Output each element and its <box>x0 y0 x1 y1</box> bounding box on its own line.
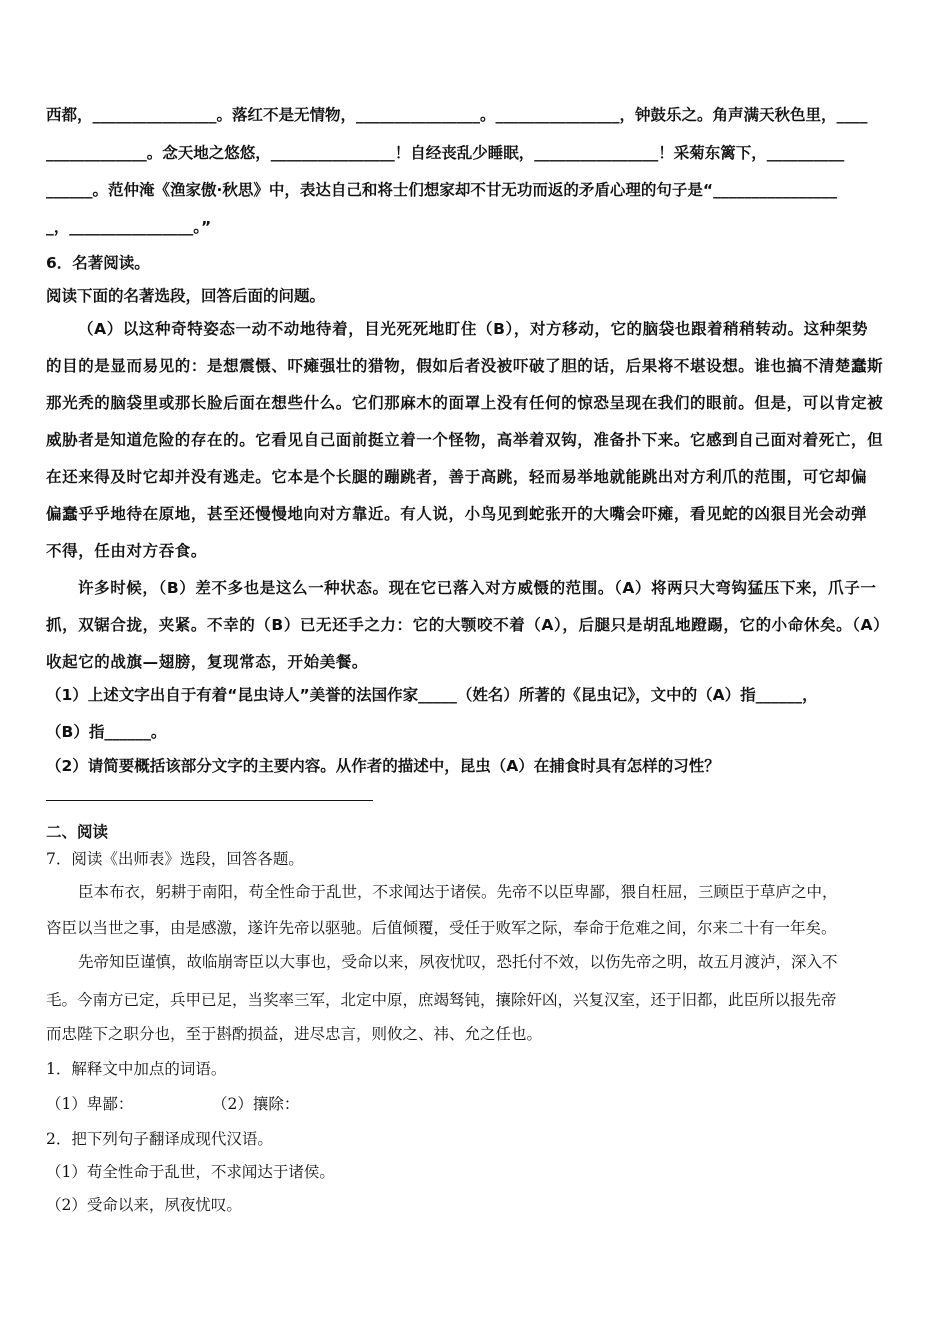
q6-passage-line: 的目的是显而易见的：是想震慑、吓瘫强壮的猎物，假如后者没被吓破了胆的话，后果将不堪设想。谁也搞不清楚蠢斯 <box>46 357 884 375</box>
q7-sub-1-b: （2）攘除： <box>212 1095 300 1113</box>
q7-passage-line: 毛。今南方已定，兵甲已足，当奖率三军，北定中原，庶竭驽钝，攘除奸凶，兴复汉室，还于旧都，此臣所以报先帝 <box>46 991 837 1009</box>
question-6-intro: 阅读下面的名著选段，回答后面的问题。 <box>46 287 326 305</box>
poetry-fill-line-3: ______。范仲淹《渔家傲·秋思》中，表达自己和将士们想家却不甘无功而返的矛盾心理的句子是“________________ <box>46 181 838 199</box>
q7-sub-2-a: （1）苟全性命于乱世，不求闻达于诸侯。 <box>46 1163 335 1181</box>
q6-passage-line: 在还来得及时它却并没有逃走。它本是个长腿的蹦跳者，善于高跳，轻而易举地就能跳出对方利爪的范围，可它却偏 <box>46 468 868 486</box>
poetry-fill-line-4: _，________________。” <box>46 218 212 236</box>
poetry-fill-line-2: _____________。念天地之悠悠，________________！自经丧乱少睡眠，________________！采菊东篱下，__________ <box>46 144 845 162</box>
q7-sub-1-a: （1）卑鄙： <box>46 1095 134 1113</box>
q6-question-2: （2）请简要概括该部分文字的主要内容。从作者的描述中，昆虫（A）在捕食时具有怎样的习性？ <box>46 757 720 775</box>
poetry-fill-line-1: 西都，________________。落红不是无情物，________________。________________，钟鼓乐之。角声满天秋色里，____ <box>46 106 868 124</box>
q7-sub-2-b: （2）受命以来，夙夜忧叹。 <box>46 1196 242 1214</box>
q7-passage-line: 而忠陛下之职分也，至于斟酌损益，进尽忠言，则攸之、祎、允之任也。 <box>46 1025 543 1043</box>
q6-passage-line: 抓，双锯合拢，夹紧。不幸的（B）已无还手之力：它的大颚咬不着（A），后腿只是胡乱地蹬踢，它的小命休矣。（A） <box>46 616 890 634</box>
q6-passage-line: （A）以这种奇特姿态一动不动地待着，目光死死地盯住（B），对方移动，它的脑袋也跟着稍稍转动。这种架势 <box>78 320 869 338</box>
q6-question-1-cont: （B）指______。 <box>46 723 167 741</box>
section-2-heading: 二、阅读 <box>46 823 109 841</box>
q7-passage-line: 臣本布衣，躬耕于南阳，苟全性命于乱世，不求闻达于诸侯。先帝不以臣卑鄙，猥自枉屈，三顾臣于草庐之中， <box>78 883 838 901</box>
question-7-heading: 7．阅读《出师表》选段，回答各题。 <box>46 850 304 868</box>
q6-passage-line: 不得，任由对方吞食。 <box>46 542 208 560</box>
question-6-heading: 6．名著阅读。 <box>46 254 150 272</box>
q6-question-1: （1）上述文字出自于有着“昆虫诗人”美誉的法国作家_____（姓名）所著的《昆虫记》，文中的（A）指______， <box>46 686 818 704</box>
answer-rule <box>46 800 373 801</box>
q6-passage-line: 威胁者是知道危险的存在的。它看见自己面前挺立着一个怪物，高举着双钩，准备扑下来。它感到自己面对着死亡，但 <box>46 431 884 449</box>
q7-sub-1: 1．解释文中加点的词语。 <box>46 1060 227 1078</box>
q7-sub-2: 2．把下列句子翻译成现代汉语。 <box>46 1130 273 1148</box>
q6-passage-line: 偏蠢乎乎地待在原地，甚至还慢慢地向对方靠近。有人说，小鸟见到蛇张开的大嘴会吓瘫，看见蛇的凶狠目光会动弹 <box>46 505 868 523</box>
q6-passage-line: 那光秃的脑袋里或那长脸后面在想些什么。它们那麻木的面罩上没有任何的惊恐呈现在我们的眼前。但是，可以肯定被 <box>46 394 884 412</box>
q7-passage-line: 先帝知臣谨慎，故临崩寄臣以大事也，受命以来，夙夜忧叹，恐托付不效，以伤先帝之明，故五月渡泸，深入不 <box>78 953 838 971</box>
q7-passage-line: 咨臣以当世之事，由是感激，遂许先帝以驱驰。后值倾覆，受任于败军之际，奉命于危难之间，尔来二十有一年矣。 <box>46 919 837 937</box>
q6-passage-line: 收起它的战旗—翅膀，复现常态，开始美餐。 <box>46 653 369 671</box>
q6-passage-line: 许多时候，（B）差不多也是这么一种状态。现在它已落入对方威慑的范围。（A）将两只大弯钩猛压下来，爪子一 <box>78 579 877 597</box>
